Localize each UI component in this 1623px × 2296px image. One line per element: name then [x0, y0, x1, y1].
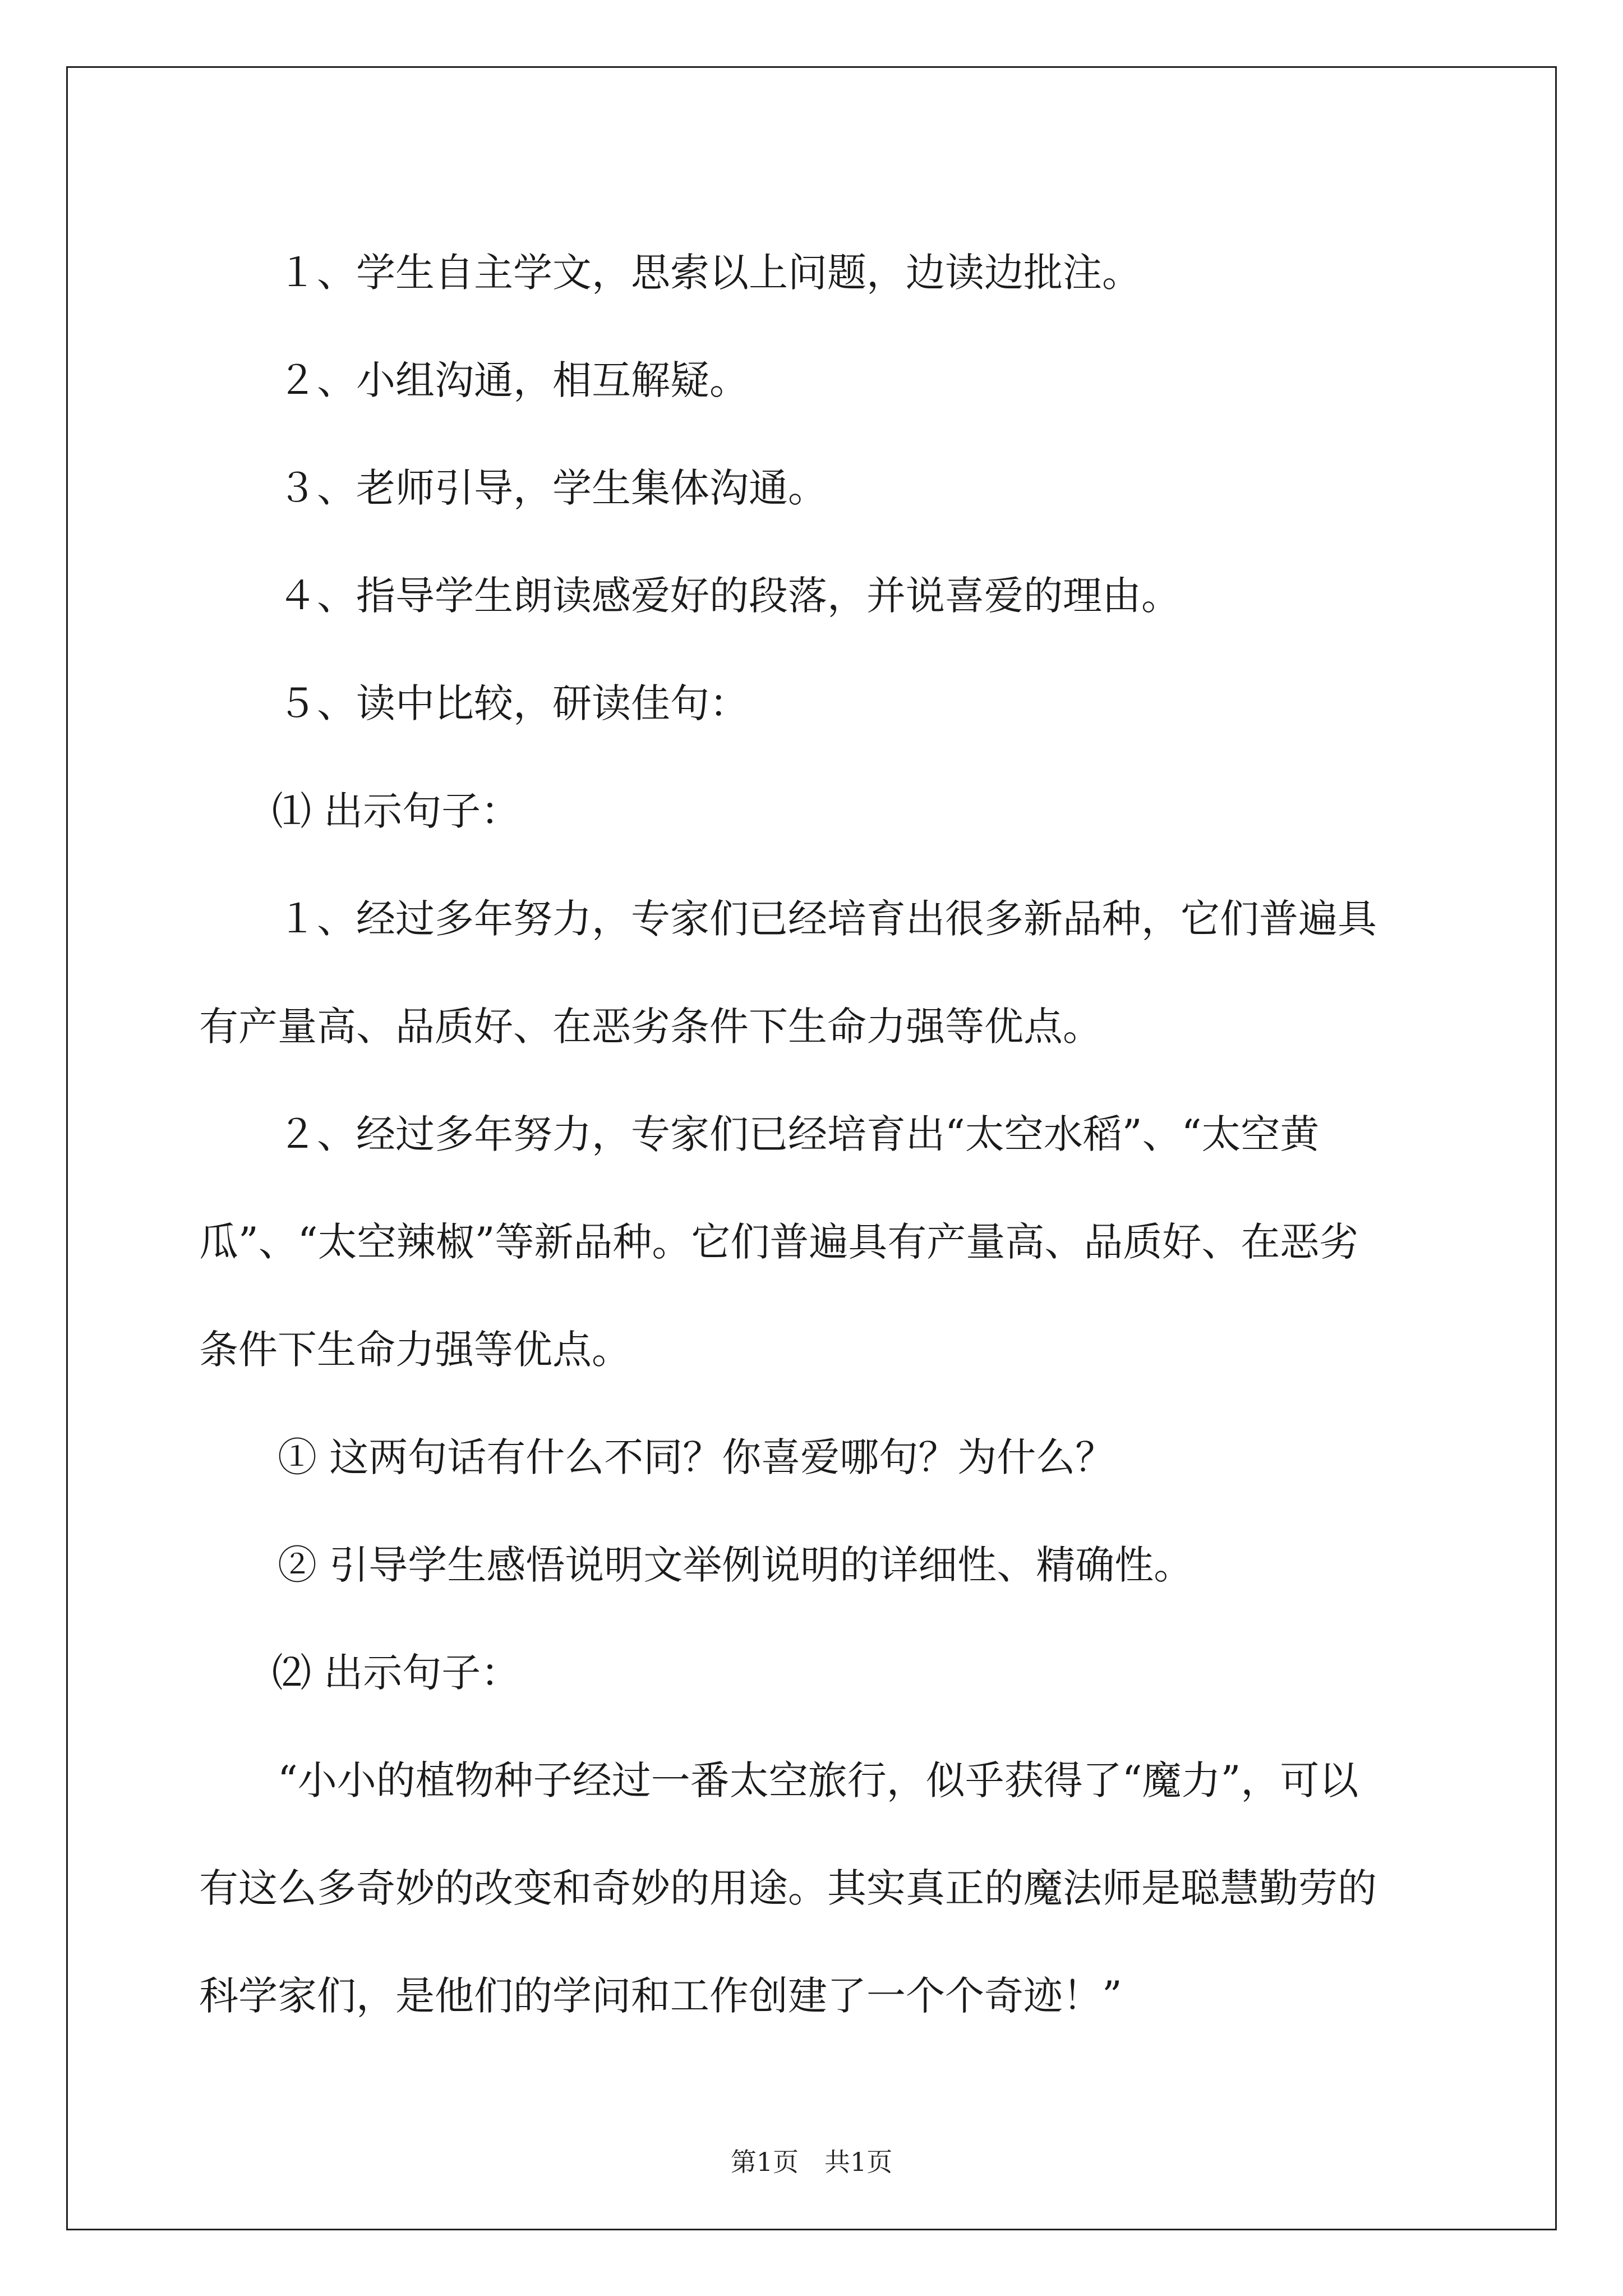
paragraph-9 — [199, 1404, 1427, 1511]
text-line: ４、指导学生朗读感爱好的段落，并说喜爱的理由。 — [278, 573, 1181, 619]
paragraph-11 — [199, 1619, 1427, 1727]
text-line: 科学家们，是他们的学问和工作创建了一个个奇迹！” — [199, 1973, 1122, 2019]
page-number-footer: 第1页 共1页 — [730, 2147, 893, 2177]
paragraph-8 — [199, 1080, 1427, 1404]
text-line: １、学生自主学文，思索以上问题，边读边批注。 — [278, 250, 1141, 296]
text-line: ３、老师引导，学生集体沟通。 — [278, 465, 827, 511]
text-line: 条件下生命力强等优点。 — [199, 1327, 631, 1373]
text-line: 有产量高、品质好、在恶劣条件下生命力强等优点。 — [199, 1004, 1102, 1050]
paragraph-3 — [199, 434, 1427, 542]
paragraph-7 — [199, 865, 1427, 1080]
text-line: ② 引导学生感悟说明文举例说明的详细性、精确性。 — [278, 1542, 1193, 1588]
text-line: ２、小组沟通，相互解疑。 — [278, 357, 749, 403]
text-line: 瓜”、“太空辣椒”等新品种。它们普遍具有产量高、品质好、在恶劣 — [199, 1219, 1359, 1265]
text-line: ２、经过多年努力，专家们已经培育出“太空水稻”、“太空黄 — [278, 1111, 1320, 1157]
text-line: ５、读中比较，研读佳句： — [278, 680, 749, 726]
paragraph-5 — [199, 650, 1427, 757]
paragraph-10 — [199, 1511, 1427, 1619]
document-body — [199, 219, 1427, 2050]
text-line: １、经过多年努力，专家们已经培育出很多新品种，它们普遍具 — [278, 896, 1377, 942]
text-line: 有这么多奇妙的改变和奇妙的用途。其实真正的魔法师是聪慧勤劳的 — [199, 1865, 1377, 1911]
paragraph-2 — [199, 326, 1427, 434]
paragraph-12 — [199, 1727, 1427, 2050]
paragraph-4 — [199, 542, 1427, 650]
text-line: ① 这两句话有什么不同？你喜爱哪句？为什么？ — [278, 1434, 1115, 1480]
text-line: ⑴ 出示句子： — [272, 788, 520, 834]
text-line: “小小的植物种子经过一番太空旅行，似乎获得了“魔力”，可以 — [278, 1757, 1359, 1803]
text-line: ⑵ 出示句子： — [272, 1650, 520, 1696]
paragraph-6 — [199, 757, 1427, 865]
paragraph-1 — [199, 219, 1427, 326]
